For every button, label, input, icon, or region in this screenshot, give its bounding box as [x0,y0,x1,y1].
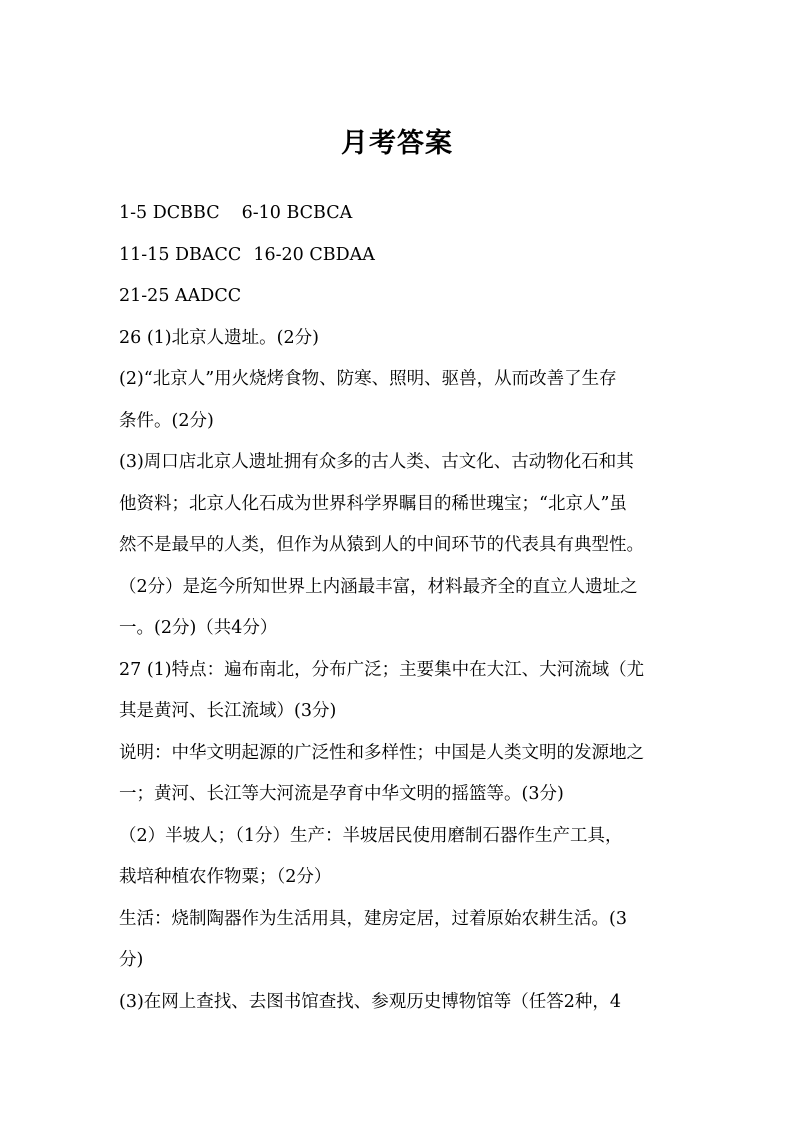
mc-answers-21-25: 21-25 AADCC [119,286,242,306]
q26-part2-line2: 条件。(2分) [119,410,214,431]
q27-part4-line1: 生活：烧制陶器作为生活用具，建房定居，过着原始农耕生活。(3 [119,908,627,929]
mc-answers-11-15: 11-15 DBACC [119,244,242,265]
mc-answers-1-5: 1-5 DCBBC [119,203,220,223]
q26-part1: 26 (1)北京人遗址。(2分) [119,327,319,348]
q26-part3-line5: 一。(2分)（共4分） [119,618,278,638]
mc-answers-6-10: 6-10 BCBCA [241,203,353,223]
answer-content [119,193,689,1023]
q27-part2-line1: 说明：中华文明起源的广泛性和多样性；中国是人类文明的发源地之 [119,742,644,763]
q27-part1-line2: 其是黄河、长江流域）(3分) [119,701,337,721]
mc-answers-row-1 [119,193,689,235]
q26-part3-line3: 然不是最早的人类，但作为从猿到人的中间环节的代表具有典型性。 [119,535,644,555]
q26-part2-line1: (2)“北京人”用火烧烤食物、防寒、照明、驱兽，从而改善了生存 [119,369,617,389]
q27-part2-line2: 一；黄河、长江等大河流是孕育中华文明的摇篮等。(3分) [119,784,564,804]
mc-answers-row-3 [119,276,689,318]
mc-answers-row-2 [119,235,689,277]
q26-part3-line1: (3)周口店北京人遗址拥有众多的古人类、古文化、古动物化石和其 [119,452,634,472]
q27-part3-line1: （2）半坡人；（1分）生产：半坡居民使用磨制石器作生产工具， [119,825,623,846]
q27-part4-line2: 分) [119,950,144,970]
q27-part3-line2: 栽培种植农作物粟；（2分） [119,867,332,887]
q26-part3-line2: 他资料；北京人化石成为世界科学界瞩目的稀世瑰宝；“北京人”虽 [119,493,627,514]
mc-answers-16-20: 16-20 CBDAA [253,244,375,265]
page-title: 月考答案 [341,128,453,159]
q27-part5-line1: (3)在网上查找、去图书馆查找、参观历史博物馆等（任答2种，4 [119,991,622,1012]
q27-part1-line1: 27 (1)特点：遍布南北，分布广泛；主要集中在大江、大河流域（尤 [119,659,645,680]
q26-part3-line4: （2分）是迄今所知世界上内涵最丰富，材料最齐全的直立人遗址之 [119,576,638,597]
